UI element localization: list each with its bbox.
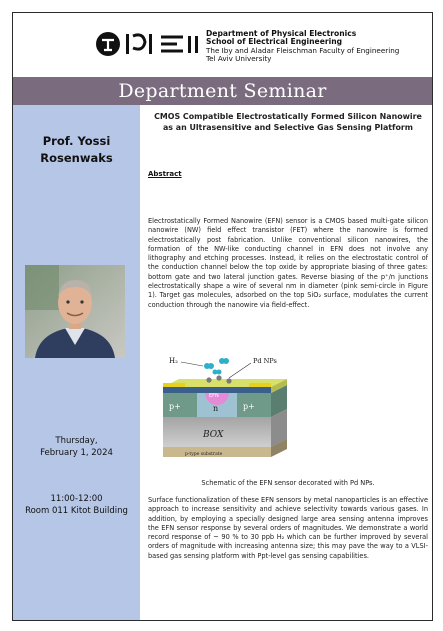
seminar-banner: Department Seminar xyxy=(13,77,432,105)
efn-sensor-schematic xyxy=(159,353,309,463)
pd-np-label: Pd NPs xyxy=(253,357,277,365)
event-time: 11:00-12:00 xyxy=(50,494,103,504)
event-day: Thursday, xyxy=(55,436,98,446)
university-logos xyxy=(95,30,207,58)
h2-label: H₂ xyxy=(169,357,178,365)
university-name: Tel Aviv University xyxy=(206,54,272,64)
efn-label: EFN xyxy=(209,393,219,399)
department-name: Department of Physical Electronics xyxy=(206,29,357,38)
abstract-heading: Abstract xyxy=(148,170,182,178)
p-plus-right-label: p+ xyxy=(243,402,255,411)
box-label: BOX xyxy=(203,430,224,440)
header xyxy=(13,13,432,77)
sidebar xyxy=(13,105,140,620)
event-room: Room 011 Kitot Building xyxy=(25,506,128,516)
school-name: School of Electrical Engineering xyxy=(206,37,343,47)
event-time-location xyxy=(19,493,134,517)
abstract-paragraph-2: Surface functionalization of these EFN sensors by metal nanoparticles is an effective approach to increase sensitivity and achieve selectivity towards various gases. In addition, by employing a specially designed large area sensing antenna improves the EFN sensor response by several orders of magnitudes. We demonstrate a world record response of ~ 90 % to 30 ppb H₂ which can be further improved by several orders of magnitude with increasing antenna size; this may pave the way to a VLSI-based gas sensing platform with Ppt-level gas sensing capabilities. xyxy=(148,496,428,560)
speaker-name: Prof. Yossi Rosenwaks xyxy=(40,134,113,165)
department-info xyxy=(206,30,426,64)
figure-caption: Schematic of the EFN sensor decorated with Pd NPs. xyxy=(201,479,375,487)
speaker-photo xyxy=(25,265,125,358)
seminar-poster xyxy=(12,12,433,621)
p-plus-left-label: p+ xyxy=(169,402,181,411)
event-date xyxy=(19,435,134,459)
talk-title: CMOS Compatible Electrostatically Formed Silicon Nanowire as an Ultrasensitive and Selective Gas Sensing Platform xyxy=(154,112,422,132)
substrate-label: p-type substrate xyxy=(185,452,223,457)
event-full-date: February 1, 2024 xyxy=(40,448,113,458)
faculty-name: The Iby and Aladar Fleischman Faculty of Engineering xyxy=(206,45,400,55)
n-label: n xyxy=(213,404,219,413)
abstract-paragraph-1: Electrostatically Formed Nanowire (EFN) sensor is a CMOS based multi-gate silicon nanowire (NW) field effect transistor (FET) where the nanowire is formed electrostatically post fabrication. Unlike conventional silicon nanowires, the formation of the NW-like conducting channel in EFN does not involve any lithography and etching processes. Instead, it relies on the electrostatic control of the conduction channel below the top oxide by appropriate biasing of three gates: bottom gate and two lateral junction gates. Reverse biasing of the p⁺/n junctions electrostatically shape a wire of several nm in diameter (pink semi-circle in Figure 1). Target gas molecules, adsorbed on the top SiO₂ surface, modulates the current conduction through the nanowire via field-effect. xyxy=(148,217,428,309)
